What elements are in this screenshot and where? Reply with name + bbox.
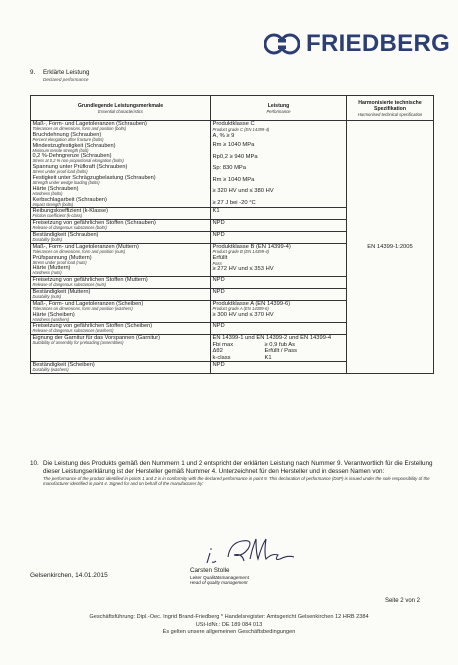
specification-value: EN 14399-1:2005	[367, 243, 413, 250]
signer-block	[190, 568, 249, 585]
bolt-characteristics-cell: Maß-, Form- und Lagetoleranzen (Schrauben) Tolerances on dimensions, form and position (bolts) Bruchdehnung (Schrauben) Percent elongation after fracture (bolts) Mindestzugfestigkeit (Schrauben) Minimum tensile strength (bolt) 0,2 %-Dehngrenze (Schrauben) Stress at 0,2 % non-proportional elongation (bolts) Spannung unter Prüfkraft (Schrauben) Stress under proof load (bolts) Festigkeit unter Schrägzugbelastung (Schrauben) Strength under wedge loading (bolts) Härte (Schrauben) Hardness (bolts) Kerbschlagarbeit (Schrauben) Impact strength (bolts)	[31, 121, 211, 208]
header-specification: Harmonisierte technische Spezifikation Harmonised technical specification	[347, 96, 434, 121]
table-row: Freisetzung von gefährlichen Stoffen (Scheiben) Release of dangerous substances (washers) NPD	[31, 323, 434, 335]
page-number: Seite 2 von 2	[384, 598, 420, 604]
table-header-row	[31, 96, 434, 121]
table-row: Reibungskoeffizient (k-Klasse) Friction coefficient (k-class) K1	[31, 208, 434, 220]
washer-performance-cell: Produktklasse A (EN 14399-6) Product grade A (EN 14399-6) ≥ 300 HV und ≤ 370 HV	[211, 300, 347, 323]
section-10	[30, 460, 434, 487]
footer	[0, 614, 458, 637]
section-9-number: 9.	[30, 69, 36, 76]
section-10-text-en: The performance of the product identified in points 1 and 2 is in conformity with the declared performance in point 9. This declaration of performance (DoP) is issued under the sole responsibility of the manufacturer identified in point 4. Signed for and on behalf of the manufacturer by:	[43, 476, 430, 487]
assembly-performance-cell: EN 14399-1 und EN 14399-2 und EN 14399-4 Fbi max ≥ 0,9 fub As Δθ2 Erfüllt / Pass k-class K1	[211, 335, 347, 362]
table-row: Beständigkeit (Schrauben) Durability (bolts) NPD	[31, 231, 434, 243]
footer-line-1: Geschäftsführung: Dipl.-Oec. Ingrid Brand-Friedberg * Handelsregister: Amtsgericht Gelsenkirchen 12 HRB 2384	[89, 614, 369, 620]
brand-name: FRIEDBERG	[306, 30, 451, 57]
specification-cell	[347, 121, 434, 374]
handwritten-signature	[196, 535, 326, 569]
table-row: Freisetzung von gefährlichen Stoffen (Schrauben) Release of dangerous substances (bolts) NPD	[31, 220, 434, 232]
nut-performance-cell: Produktklasse B (EN 14399-4) Product grade B (EN 14399-4) Erfüllt Pass ≥ 272 HV und ≤ 353 HV	[211, 243, 347, 276]
place-date: Gelsenkirchen, 14.01.2015	[30, 572, 108, 579]
bolt-performance-cell: Produktklasse C Product grade C (EN 14399-4) A, % ≥ 9 Rm ≥ 1040 MPa Rp0,2 ≥ 940 MPa Sp: 830 MPa Rm ≥ 1040 MPa ≥ 320 HV und ≤ 380 HV ≥ 27 J bei -20 °C	[211, 121, 347, 208]
washer-characteristics-cell: Maß-, Form- und Lagetoleranzen (Scheiben) Tolerances on dimensions, form and position (washers) Härte (Scheiben) Hardness (washers)	[31, 300, 211, 323]
table-row: Eignung der Garnitur für das Vorspannen (Garnitur) Suitability of assembly for preloading (assemblies) EN 14399-1 und EN 14399-2 und EN 14399-4 Fbi max ≥ 0,9 fub As Δθ2 Erfüllt / Pass k-class K1	[31, 335, 434, 362]
performance-table	[30, 95, 434, 374]
section-9-heading	[30, 69, 89, 83]
signer-title: Leiter Qualitätsmanagement	[190, 574, 249, 580]
table-row: Beständigkeit (Scheiben) Durability (washers) NPD	[31, 362, 434, 374]
friedberg-logo	[264, 30, 450, 58]
table-row: Freisetzung von gefährlichen Stoffen (Muttern) Release of dangerous substances (nuts) NPD	[31, 277, 434, 289]
section-9-title: Erklärte Leistung	[43, 69, 90, 76]
header-performance: Leistung Performance	[211, 96, 347, 121]
footer-line-2: USt-IdNr.: DE 189 084 013	[195, 621, 263, 628]
section-10-text: Die Leistung des Produkts gemäß den Nummern 1 und 2 entspricht der erklärten Leistung nach Nummer 9. Verantwortlich für die Erstellung dieser Leistungserklärung ist der Hersteller gemäß Nummer 4. Unterzeichnet für den Hersteller und in dessen Namen von:	[43, 460, 433, 475]
section-9-title-en: Declared performance	[43, 77, 89, 82]
footer-line-3: Es gelten unsere allgemeinen Geschäftsbedingungen	[162, 629, 296, 636]
table-row	[31, 121, 434, 208]
table-row: Beständigkeit (Muttern) Durability (nuts) NPD	[31, 288, 434, 300]
signer-name: Carsten Stolle	[190, 567, 230, 574]
signer-title-en: Head of quality management	[190, 580, 248, 585]
nut-characteristics-cell: Maß-, Form- und Lagetoleranzen (Muttern) Tolerances on dimensions, form and position (nuts) Prüfspannung (Muttern) Stress under proof load (nuts) Härte (Muttern) Hardness (nuts)	[31, 243, 211, 276]
section-10-number: 10.	[30, 460, 39, 467]
header-characteristics: Grundlegende Leistungsmerkmale Essential characteristics	[31, 96, 211, 121]
friedberg-logo-icon	[264, 32, 300, 56]
